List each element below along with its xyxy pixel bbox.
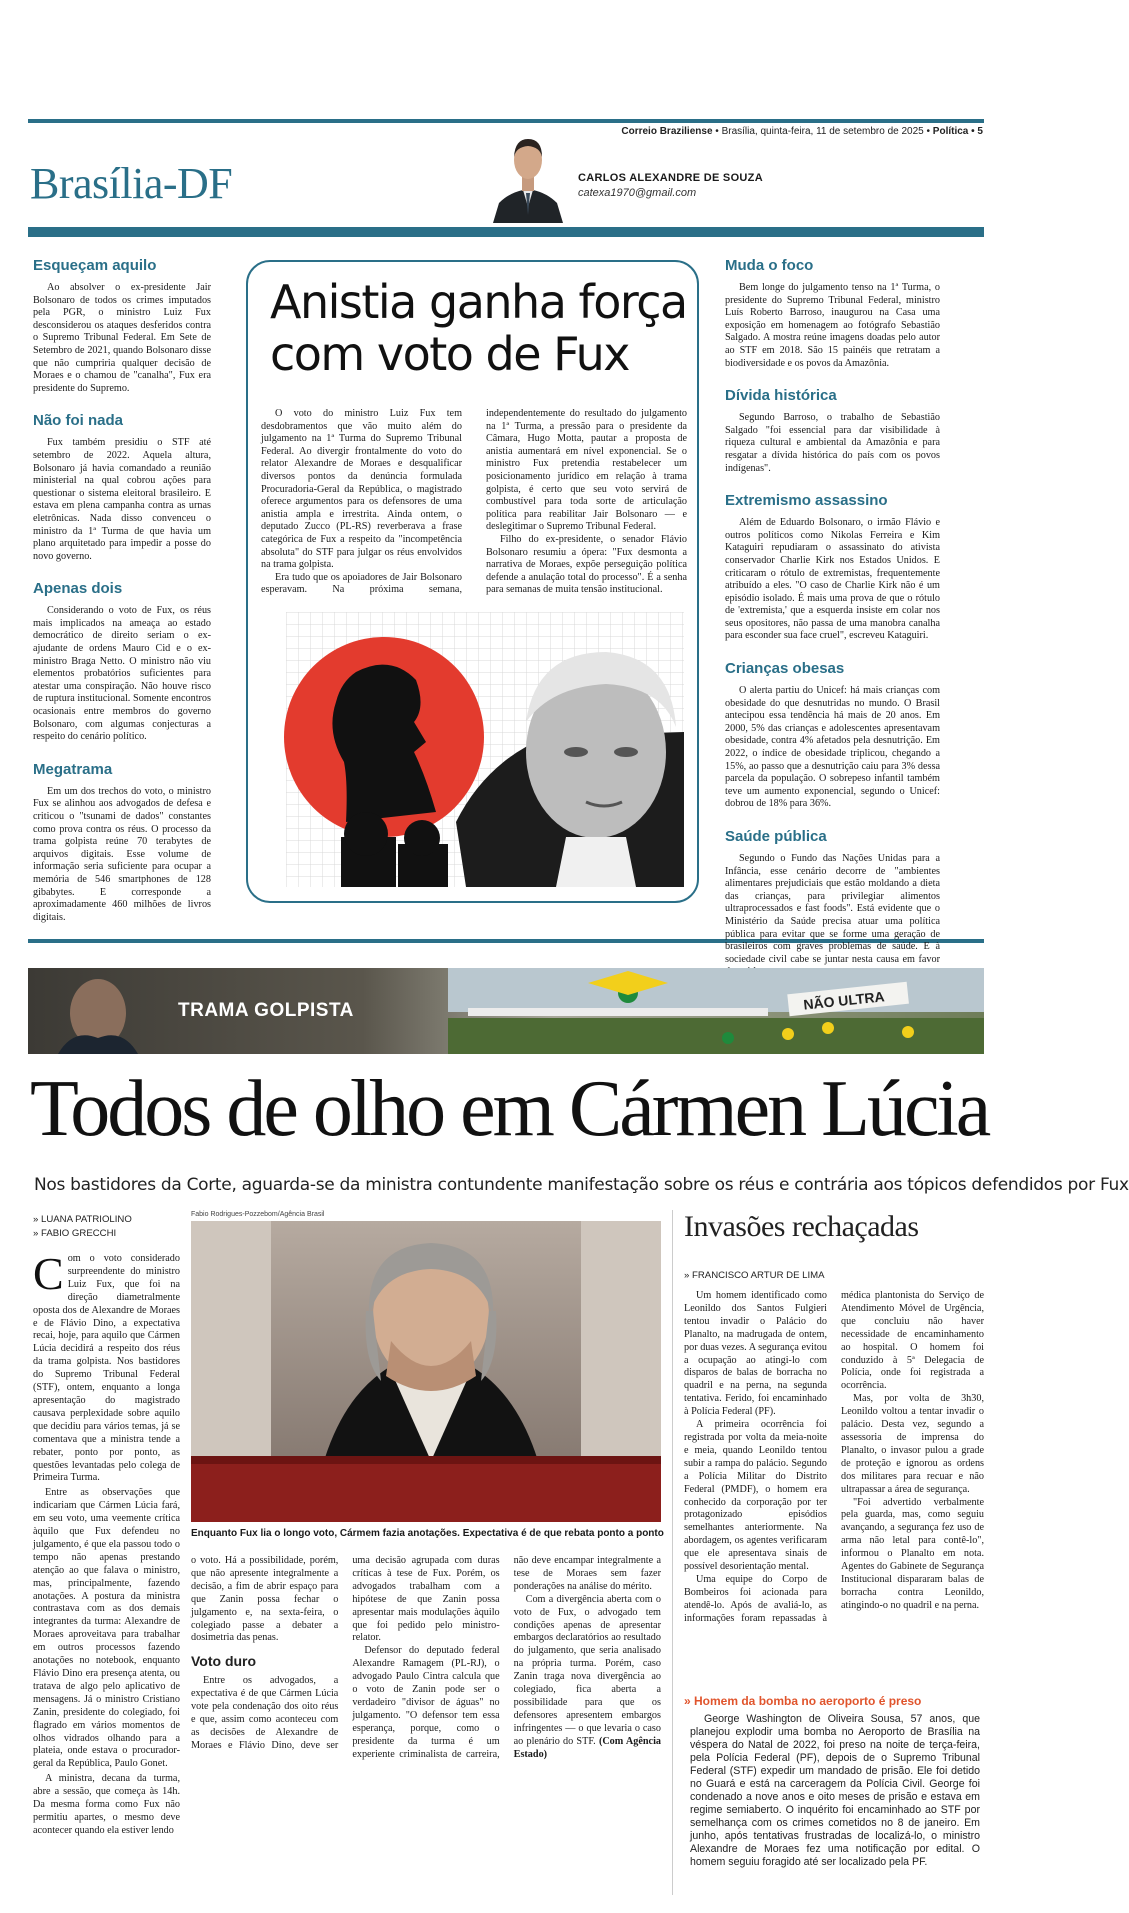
story-paragraph: A primeira ocorrência foi registrada por volta da meia-noite e meia, quando Leonildo tentou subir a rampa do palácio. Segundo a Polícia Militar do Distrito Federal (PMDF), o homem era conhecido da corporação por ter protagonizado episódios semelhantes anteriormente. Na abordagem, os agentes verificaram que ele apresentava sinais de possível desorientação mental. (684, 1419, 827, 1573)
side-headline: Invasões rechaçadas (684, 1210, 919, 1243)
columnist-email[interactable]: catexa1970@gmail.com (578, 187, 697, 199)
note-text: Segundo Barroso, o trabalho de Sebastião Salgado "foi essencial para dar visibilidade à riqueza cultural e ambiental da Amazônia e para resgatar a dívida histórica do país com os povos indígenas". (725, 412, 940, 474)
column-title: Brasília-DF (30, 159, 233, 208)
story-paragraph: Um homem identificado como Leonildo dos Santos Fulgieri tentou invadir o Palácio do Planalto, na madrugada de ontem, por duas vezes. A segurança evitou a ocupação ao atingi-lo com disparos de balas de borracha no quadril e na perna, na segunda tentativa. Ferido, foi encaminhado à Polícia Federal (PF). (684, 1290, 827, 1418)
lead-paragraph: om o voto considerado surpreendente do ministro Luiz Fux, que foi na direção diametralmente oposta dos de Alexandre de Moraes e de Flávio Dino, a expectativa recai, hoje, para aquilo que Cármen Lúcia decidirá a respeito dos réus da trama golpista. Nos bastidores do Supremo Tribunal Federal (STF), ontem, enquanto a longa apresentação do magistrado causava perplexidade sobre aquilo que decidiu para vários temas, já se comentava que a ministra tende a rebater, ponto por ponto, as questões levantadas pelo colega de Primeira Turma. (33, 1253, 180, 1484)
byline: » LUANA PATRIOLINO (33, 1214, 132, 1225)
story-paragraph: Entre as observações que indicariam que Cármen Lúcia fará, em seu voto, uma veemente crítica àquilo que Fux defendeu no julgamento, é que ela passou todo o tempo não apenas prestando atenção ao que falava o ministro, mas, principalmente, fazendo anotações. A postura da ministra contrastava com as dos demais integrantes da turma: Alexandre de Moraes aproveitava para trabalhar em outros processos fazendo anotações no notebook, enquanto Flávio Dino era presença atenta, ou tratava de algo pelo aplicativo de mensagens. Já o ministro Cristiano Zanin, presidente do colegiado, foi flagrado em vários momentos de olhos vidrados olhando para a plateia, onde estava o procurador-geral da República, Paulo Gonet. (33, 1487, 180, 1770)
feature-headline: Anistia ganha força com voto de Fux (270, 275, 687, 381)
note-text: Fux também presidiu o STF até setembro de 2022. Aquela altura, Bolsonaro já havia comandado a reunião ministerial na qual cobrou ações para questionar o sistema eleitoral brasileiro. E estava em plena campanha contra as urnas eletrônicas. Nada disso convenceu o ministro da 1ª Turma de que havia um plano arquitetado para impedir a posse do novo governo. (33, 437, 211, 562)
main-headline: Todos de olho em Cármen Lúcia (30, 1065, 989, 1153)
note-text: Em um dos trechos do voto, o ministro Fux se alinhou aos advogados de defesa e criticou o "tsunami de dados" constantes como prova contra os réus. O processo da trama golpista reúne 70 terabytes de arquivos digitais. Esse volume de informação seria suficiente para ocupar a memória de 546 smartphones de 128 gibabytes. E corresponde a aproximadamente 460 milhões de livros digitais. (33, 785, 211, 923)
note-title: Esqueçam aquilo (33, 257, 157, 274)
note-text: Segundo o Fundo das Nações Unidas para a Infância, esse cenário decorre de "ambientes alimentares prejudiciais que estão moldando a dieta das crianças, para privilegiar alimentos ultraprocessados e fast foods". Está evidente que o Ministério da Saúde precisa atuar uma política pública para evitar que se forme uma geração de brasileiros com graves problemas de saúde. E à sociedade civil cabe se juntar nesta causa em favor (725, 853, 940, 965)
side-byline: » FRANCISCO ARTUR DE LIMA (684, 1270, 825, 1281)
columnist-photo (485, 127, 571, 223)
main-story-columns-b (191, 1555, 661, 1890)
masthead-top-rule (28, 119, 984, 123)
note-title: Extremismo assassino (725, 492, 888, 510)
story-paragraph: Uma equipe do Corpo de Bombeiros foi acionada para atendê-lo. Após de avaliá-lo, as informações foram repassadas à médica plantonista do Serviço de Atendimento Móvel de Urgência, que concluiu não haver necessidade de encaminhamento ao hospital. O homem foi conduzido à 5ª Delegacia de Polícia, onde foi registrada a ocorrência. (684, 1290, 984, 1624)
byline: » FABIO GRECCHI (33, 1228, 117, 1239)
feature-body (261, 408, 687, 597)
note-title: Megatrama (33, 760, 113, 778)
note-title: Não foi nada (33, 412, 124, 430)
side-story-body (684, 1290, 984, 1680)
feature-illustration (286, 612, 684, 887)
agency-credit: (Com Agência Estado) (513, 1735, 661, 1760)
publication-line (621, 126, 983, 137)
main-photo (191, 1221, 661, 1522)
story-paragraph: o voto. Há a possibilidade, porém, que não apresente integralmente a decisão, a fim de abrir espaço para que Zanin possa fechar o julgamento e, na sexta-feira, o colegiado passe a debater a dosimetria das penas. (191, 1555, 339, 1644)
note-text: Além de Eduardo Bolsonaro, o irmão Flávio e outros políticos como Nikolas Ferreira e Kim Kataguiri repudiaram o assassinato do ativista conservador Charlie Kirk nos Estados Unidos. E criticaram o rótulo de extremistas, frequentemente atribuído a eles. "O caso de Charlie Kirk não é um episódio isolado. É mais uma prova de que o rótulo de 'extremista,' que a esquerda insiste em colar nos seus opositores, não passa de uma manobra canalha para esconder sua face cruel", escreveu Kataguiri. (725, 517, 940, 642)
photo-caption: Enquanto Fux lia o longo voto, Cármem fazia anotações. Expectativa é de que rebata ponto a ponto (191, 1528, 664, 1539)
banner-sign-text: NÃO ULTRA (802, 988, 886, 1013)
section-banner (28, 968, 984, 1054)
section-name: Política (932, 126, 969, 137)
newspaper-name: Correio Braziliense (621, 126, 713, 137)
story-paragraph: "Foi advertido verbalmente pela guarda, mas, como seguiu avançando, a segurança fez uso de arma não letal para contê-lo", informou o Planalto em nota. Agentes do Gabinete de Segurança Institucional dispararam balas de borracha contra Leonildo, atingindo-o no quadril e na perna. (841, 1496, 984, 1611)
left-notes-column (33, 257, 211, 941)
story-paragraph: A ministra, decana da turma, abre a sessão, que começa às 14h. Da mesma forma como Fux não permitiu apartes, o mesmo deve acontecer quando ela estiver lendo (33, 1773, 180, 1836)
note-text: Considerando o voto de Fux, os réus mais implicados na ameaça ao estado democrático de direito seriam o ex-ajudante de ordens Mauro Cid e o ex-ministro Braga Netto. O ministro não viu elementos probatórios suficientes para atestar uma conspiração. Não houve risco de ruptura institucional. Somente encontros ocasionais entre membros do governo Bolsonaro, com algumas conjecturas a respeito do cenário político. (33, 605, 211, 743)
columnist-name: CARLOS ALEXANDRE DE SOUZA (578, 172, 763, 184)
photo-credit: Fabio Rodrigues-Pozzebom/Agência Brasil (191, 1211, 325, 1218)
main-story-column-a (33, 1248, 180, 1840)
story-paragraph: Defensor do deputado federal Alexandre Ramagem (PL-RJ), o advogado Paulo Cintra calcula que o voto de Zanin pode ser o verdadeiro "divisor de águas" no julgamento. "O defensor tem essa esperança, porque, como o presidente da turma é um experiente criminalista de carreira, não deve encampar integralmente a tese de Moraes sem fazer ponderações na análise do mérito. (352, 1555, 661, 1760)
story-paragraph: Entre os advogados, a expectativa é de que Cármen Lúcia vote pela condenação dos oito réus e que, assim como aconteceu com as decisões de Alexandre de Moraes e Flávio Dino, deve ser uma decisão agrupada com duras críticas à tese de Fux. Porém, os advogados trabalham com a hipótese de que Zanin possa apresentar mais modulações àquilo que foi pedido pelo ministro-relator. (191, 1555, 500, 1751)
feature-paragraph: O voto do ministro Luiz Fux tem desdobramentos que vão muito além do julgamento na 1ª Turma do Supremo Tribunal Federal. Ao divergir frontalmente do voto do relator Alexandre de Moraes e desqualificar diversos pontos da denúncia formulada Procuradoria-Geral da República, o magistrado oferece argumentos para os defensores de uma anistia ampla e irrestrita. Ainda ontem, o deputado Zucco (PL-RS) reverberava a frase categórica de Fux a respeito da "incompetência absoluta" do STF para julgar os réus envolvidos na trama golpista. (261, 408, 462, 571)
masthead-bottom-bar (28, 227, 984, 237)
story-paragraph: Mas, por volta de 3h30, Leonildo voltou a tentar invadir o palácio. Desta vez, segundo a assessoria de imprensa do Planalto, o invasor pulou a grade de proteção e ignorou as ordens dos militares para recuar e não ultrapassar a área de segurança. (841, 1393, 984, 1495)
note-text: O alerta partiu do Unicef: há mais crianças com obesidade do que desnutridas no mundo. O Brasil antecipou essa tendência há mais de 20 anos. Em 2000, 5% das crianças e adolescentes apresentavam obesidade, contra 4% afetados pela desnutrição. Em 2022, o índice de obesidade triplicou, chegando a 15%, ao passo que a desnutrição caiu para 3% dessa parcela da população. O sobrepeso infantil também teve um aumento exponencial, segundo o Unicef: dobrou de 18% para 36%. (725, 685, 940, 810)
note-title: Saúde pública (725, 828, 827, 845)
note-title: Apenas dois (33, 580, 123, 598)
note-text: Bem longe do julgamento tenso na 1ª Turma, o presidente do Supremo Tribunal Federal, ministro Luís Roberto Barroso, inaugurou na Casa uma exposição em homenagem ao fotógrafo Sebastião Salgado. A mostra reúne imagens doadas pelo autor ao STF em 2018. São 15 painéis que retratam a biodiversidade e os povos da Amazônia. (725, 282, 940, 369)
note-title: Muda o foco (725, 257, 814, 274)
note-text: Ao absolver o ex-presidente Jair Bolsonaro de todos os crimes imputados pela PGR, o ministro Luiz Fux desconsiderou os ataques desferidos contra o Supremo Tribunal Federal. Em Sete de Setembro de 2021, quando Bolsonaro disse que não cumpriria qualquer decisão de Moraes e o chamou de "canalha", Fux era presidente do Supremo. (33, 282, 211, 394)
note-title: Crianças obesas (725, 660, 845, 678)
feature-paragraph: Era tudo que os apoiadores de Jair Bolsonaro esperavam. Na próxima semana, independentemente do resultado do julgamento na 1ª Turma, a pressão para o presidente da Câmara, Hugo Motta, pautar a proposta de anistia aumentará em nível exponencial. Se o ministro Fux pretendia restabelecer um posicionamento jurídico em relação à trama golpista, é certo que seu voto servirá de combustível para toda sorte de articulação política para reabilitar Jair Bolsonaro — e deslegitimar o Supremo Tribunal Federal. (261, 408, 687, 596)
main-subhead: Nos bastidores da Corte, aguarda-se da ministra contundente manifestação sobre os réus e contrária aos tópicos defendidos por Fux (34, 1175, 1129, 1195)
story-subhead: Voto duro (191, 1653, 257, 1670)
banner-label: TRAMA GOLPISTA (178, 1000, 354, 1021)
page-number: • 5 (971, 126, 983, 137)
dateline: • Brasília, quinta-feira, 11 de setembro de 2025 • (715, 126, 931, 137)
column-divider (672, 1210, 673, 1895)
brief-text: George Washington de Oliveira Sousa, 57 anos, que planejou explodir uma bomba no Aeroporto de Brasília na véspera do Natal de 2022, foi preso na noite de terça-feira, pela Polícia Federal (PF), depois de o Supremo Tribunal Federal (STF) expedir um mandado de prisão. Ele foi detido no Guará e está na carceragem da Polícia Civil. George foi condenado a nove anos e oito meses de prisão e estava em regime semiaberto. O inquérito foi encaminhado ao STF por semelhança com os crimes cometidos no 8 de janeiro. Em junho, após tentativas frustradas de localizá-lo, o ministro Alexandre de Moraes fez uma notificação por edital. O homem seguiu foragido até ser localizado pela PF. (690, 1713, 980, 1868)
drop-cap: C (33, 1248, 64, 1299)
story-text: Com a divergência aberta com o voto de Fux, o advogado tem condições apenas de apresentar embargos declaratórios ao resultado do julgamento, que seria analisado na própria turma. Porém, caso Zanin traga nova divergência ao colegiado, fica aberta a possibilidade para que os defensores apresentem embargos infringentes — o que levaria o caso ao plenário do STF. (513, 1593, 661, 1747)
right-notes-column (725, 257, 940, 996)
note-title: Dívida histórica (725, 387, 837, 405)
story-paragraph (514, 1594, 661, 1762)
feature-paragraph: Filho do ex-presidente, o senador Flávio Bolsonaro resumiu a ópera: "Fux desmonta a narrativa de Moraes, expõe perseguição política defende a anulação total do processo". É a senha para semanas de muita tensão institucional. (486, 533, 687, 596)
brief-title: » Homem da bomba no aeroporto é preso (684, 1694, 922, 1708)
